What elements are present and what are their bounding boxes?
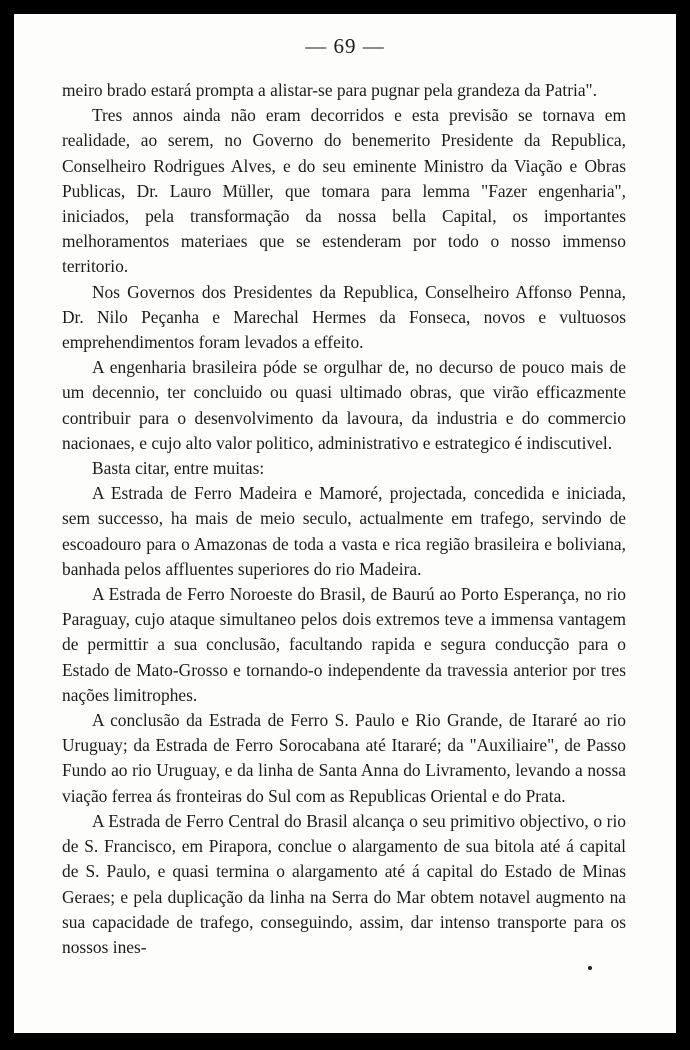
paragraph: A Estrada de Ferro Madeira e Mamoré, projectada, concedida e iniciada, sem successo, ha mais de meio seculo, actualmente em trafego, servindo de escoadouro para o Amazonas de toda a vasta e rica região brasileira e boliviana, banhada pelos affluentes superiores do rio Madeira. (62, 483, 626, 579)
paragraph: Basta citar, entre muitas: (92, 458, 265, 479)
paragraph: Nos Governos dos Presidentes da Republica, Conselheiro Affonso Penna, Dr. Nilo Peçanha e Marechal Hermes da Fonseca, novos e vultuosos emprehendimentos foram levados a effeito. (62, 281, 626, 353)
paragraph: A Estrada de Ferro Noroeste do Brasil, de Baurú ao Porto Esperança, no rio Paraguay, cujo ataque simultaneo pelos dois extremos teve a immensa vantagem de permittir a sua conclusão, facultando rapida e segura conducção para o Estado de Mato-Grosso e tornando-o independente da travessia anterior por tres nações limitrophes. (62, 584, 626, 705)
page-number: — 69 — (305, 34, 385, 58)
ink-speck (588, 966, 592, 970)
paragraph: A conclusão da Estrada de Ferro S. Paulo e Rio Grande, de Itararé ao rio Uruguay; da Estrada de Ferro Sorocabana até Itararé; da "Auxiliaire", de Passo Fundo ao rio Uruguay, e da linha de Santa Anna do Livramento, levando a nossa viação ferrea ás fronteiras do Sul com as Republicas Oriental e do Prata. (62, 710, 626, 806)
paragraph: Tres annos ainda não eram decorridos e esta previsão se tornava em realidade, ao serem, no Governo do benemerito Presidente da Republica, Conselheiro Rodrigues Alves, e do seu eminente Ministro da Viação e Obras Publicas, Dr. Lauro Müller, que tomara para lemma "Fazer engenharia", iniciados, pela transformação da nossa bella Capital, os importantes melhoramentos materiaes que se estenderam por todo o nosso immenso territorio. (62, 105, 626, 277)
paragraph: A engenharia brasileira póde se orgulhar de, no decurso de pouco mais de um decennio, ter concluido ou quasi ultimado obras, que virão efficazmente contribuir para o desenvolvimento da lavoura, da industria e do commercio nacionaes, e cujo alto valor politico, administrativo e estrategico é indiscutivel. (62, 357, 626, 453)
book-page (14, 14, 676, 1033)
paragraph: A Estrada de Ferro Central do Brasil alcança o seu primitivo objectivo, o rio de S. Francisco, em Pirapora, conclue o alargamento de sua bitola até á capital de S. Paulo, e quasi termina o alargamento até á capital do Estado de Minas Geraes; e pela duplicação da linha na Serra do Mar obtem notavel augmento na sua capacidade de trafego, conseguindo, assim, dar intenso transporte para os nossos ines- (62, 810, 626, 957)
paragraph-continuation: meiro brado estará prompta a alistar-se para pugnar pela grandeza da Patria". (62, 80, 597, 100)
body-text (62, 78, 626, 960)
